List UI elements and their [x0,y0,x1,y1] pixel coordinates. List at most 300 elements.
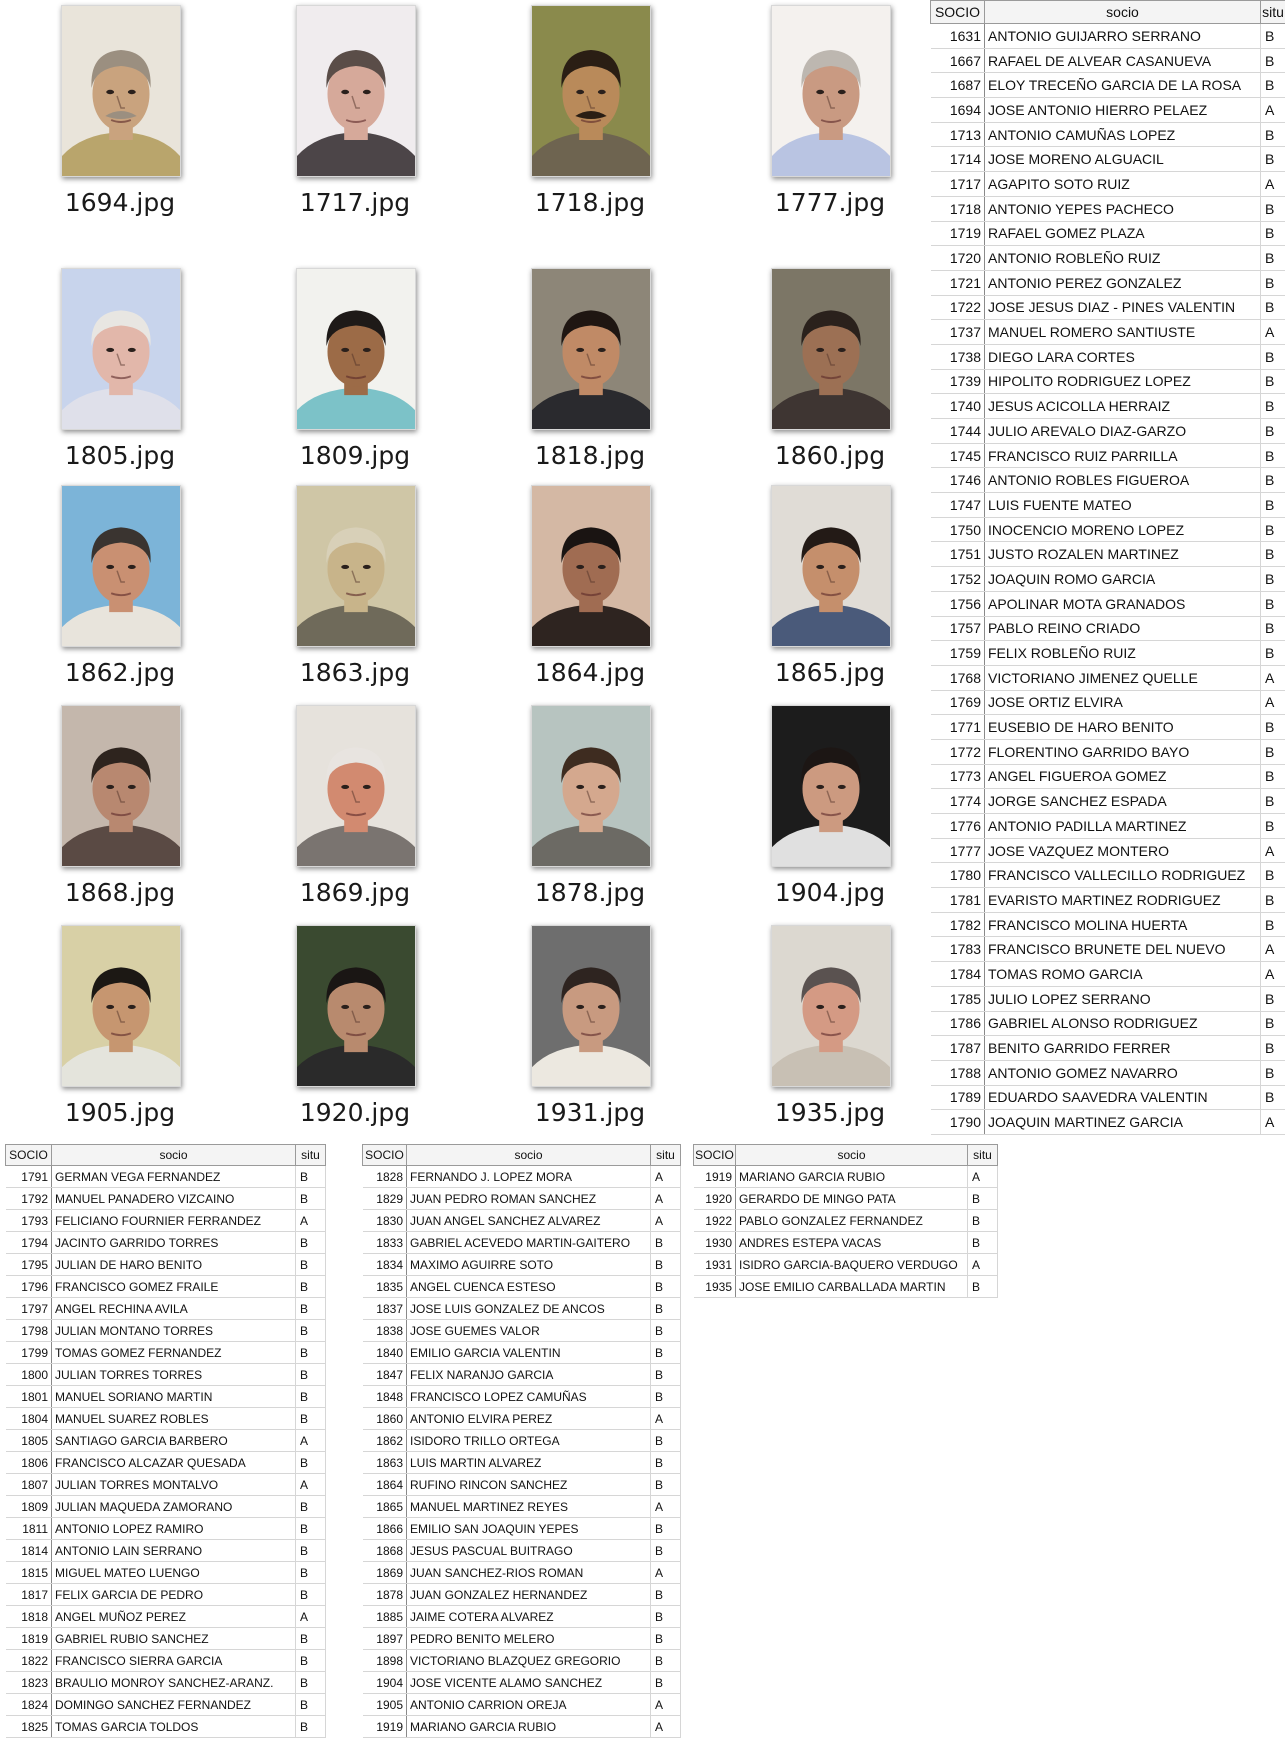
socio-name-cell: ANTONIO ELVIRA PEREZ [407,1408,651,1430]
socio-name-cell: ISIDORO TRILLO ORTEGA [407,1430,651,1452]
photo-item[interactable] [715,705,945,930]
situ-cell: B [296,1188,326,1210]
table-row [6,1694,326,1716]
socio-name-cell: ANDRES ESTEPA VACAS [736,1232,968,1254]
portrait-photo[interactable] [61,485,181,647]
table-row [694,1254,998,1276]
socio-name-cell: ANTONIO CARRION OREJA [407,1694,651,1716]
table-row [694,1232,998,1254]
photo-item[interactable] [5,268,235,493]
socio-name-cell: FRANCISCO GOMEZ FRAILE [52,1276,296,1298]
situ-cell: B [1261,715,1285,740]
portrait-image [772,706,890,866]
socio-name-cell: ANGEL CUENCA ESTESO [407,1276,651,1298]
socio-name-cell: RAFAEL DE ALVEAR CASANUEVA [985,48,1261,73]
socio-number-cell: 1752 [931,567,985,592]
table-row [363,1650,681,1672]
socio-number-cell: 1815 [6,1562,52,1584]
situ-cell: A [651,1408,681,1430]
table-row [6,1232,326,1254]
photo-filename: 1868.jpg [64,878,176,907]
portrait-photo[interactable] [771,268,891,430]
table-row [363,1474,681,1496]
portrait-photo[interactable] [531,925,651,1087]
socio-name-cell: JUAN GONZALEZ HERNANDEZ [407,1584,651,1606]
photo-filename: 1878.jpg [534,878,646,907]
table-row [931,320,1285,345]
situ-cell: A [651,1562,681,1584]
photo-item[interactable] [715,485,945,710]
situ-cell: B [1261,641,1285,666]
socio-name-cell: FELIX ROBLEÑO RUIZ [985,641,1261,666]
portrait-photo[interactable] [771,925,891,1087]
table-row [6,1210,326,1232]
portrait-image [532,706,650,866]
table-row [6,1276,326,1298]
socio-name-cell: ANTONIO PEREZ GONZALEZ [985,270,1261,295]
situ-cell: B [651,1276,681,1298]
situ-cell: A [1261,690,1285,715]
socio-name-cell: ANTONIO GOMEZ NAVARRO [985,1060,1261,1085]
table-row [931,147,1285,172]
situ-cell: A [651,1716,681,1738]
situ-cell: B [1261,912,1285,937]
table-row [363,1210,681,1232]
table-row [931,888,1285,913]
socio-number-cell: 1721 [931,270,985,295]
photo-filename: 1862.jpg [64,658,176,687]
table-row [931,641,1285,666]
portrait-photo[interactable] [296,925,416,1087]
header-socio-name: socio [407,1145,651,1166]
socio-name-cell: FELIX GARCIA DE PEDRO [52,1584,296,1606]
photo-item[interactable] [5,5,235,230]
table-row [694,1166,998,1188]
photo-filename: 1818.jpg [534,441,646,470]
table-row [363,1540,681,1562]
table-row [931,73,1285,98]
socio-number-cell: 1787 [931,1036,985,1061]
situ-cell: B [1261,1036,1285,1061]
table-row [6,1650,326,1672]
socio-number-cell: 1885 [363,1606,407,1628]
table-header-row [694,1145,998,1166]
header-socio-name: socio [736,1145,968,1166]
portrait-photo[interactable] [296,5,416,177]
socio-name-cell: JULIO LOPEZ SERRANO [985,986,1261,1011]
portrait-photo[interactable] [61,705,181,867]
situ-cell: B [651,1650,681,1672]
photo-item[interactable] [5,485,235,710]
situ-cell: B [651,1628,681,1650]
socio-name-cell: MIGUEL MATEO LUENGO [52,1562,296,1584]
socio-number-cell: 1788 [931,1060,985,1085]
situ-cell: B [651,1540,681,1562]
table-row [6,1584,326,1606]
situ-cell: B [1261,443,1285,468]
table-row [931,295,1285,320]
situ-cell: B [296,1694,326,1716]
socio-name-cell: FRANCISCO SIERRA GARCIA [52,1650,296,1672]
socio-name-cell: MANUEL SUAREZ ROBLES [52,1408,296,1430]
socio-name-cell: ISIDRO GARCIA-BAQUERO VERDUGO [736,1254,968,1276]
socio-name-cell: JESUS ACICOLLA HERRAIZ [985,394,1261,419]
socio-number-cell: 1796 [6,1276,52,1298]
situ-cell: B [296,1166,326,1188]
situ-cell: A [1261,320,1285,345]
photo-filename: 1777.jpg [774,188,886,217]
table-row [931,739,1285,764]
table-row [931,468,1285,493]
situ-cell: B [296,1650,326,1672]
portrait-photo[interactable] [61,5,181,177]
table-row [363,1672,681,1694]
photo-item[interactable] [240,268,470,493]
table-row [6,1606,326,1628]
socio-name-cell: ANGEL MUÑOZ PEREZ [52,1606,296,1628]
table-row [931,986,1285,1011]
socio-name-cell: ANTONIO PADILLA MARTINEZ [985,814,1261,839]
socio-number-cell: 1809 [6,1496,52,1518]
table-row [931,814,1285,839]
socio-number-cell: 1744 [931,419,985,444]
table-row [694,1188,998,1210]
socio-name-cell: PABLO REINO CRIADO [985,616,1261,641]
table-row [363,1452,681,1474]
socio-number-cell: 1740 [931,394,985,419]
situ-cell: B [651,1672,681,1694]
photo-filename: 1931.jpg [534,1098,646,1127]
socio-number-cell: 1780 [931,863,985,888]
socio-name-cell: JOSE ANTONIO HIERRO PELAEZ [985,98,1261,123]
socio-number-cell: 1919 [694,1166,736,1188]
table-row [931,172,1285,197]
situ-cell: B [968,1188,998,1210]
socio-number-cell: 1771 [931,715,985,740]
portrait-photo[interactable] [531,5,651,177]
socio-name-cell: FELICIANO FOURNIER FERRANDEZ [52,1210,296,1232]
socio-number-cell: 1747 [931,493,985,518]
table-row [6,1628,326,1650]
socio-name-cell: TOMAS GARCIA TOLDOS [52,1716,296,1738]
situ-cell: B [296,1496,326,1518]
header-situ: situ [296,1145,326,1166]
situ-cell: B [1261,1011,1285,1036]
situ-cell: B [296,1562,326,1584]
situ-cell: A [651,1166,681,1188]
table-row [6,1386,326,1408]
socio-number-cell: 1789 [931,1085,985,1110]
table-row [6,1188,326,1210]
photo-item[interactable] [715,925,945,1150]
socio-name-cell: APOLINAR MOTA GRANADOS [985,591,1261,616]
socio-name-cell: ANGEL RECHINA AVILA [52,1298,296,1320]
photo-filename: 1935.jpg [774,1098,886,1127]
photo-item[interactable] [240,485,470,710]
portrait-photo[interactable] [296,705,416,867]
socio-name-cell: JOSE VICENTE ALAMO SANCHEZ [407,1672,651,1694]
socio-number-cell: 1799 [6,1342,52,1364]
table-row [931,98,1285,123]
socio-number-cell: 1830 [363,1210,407,1232]
situ-cell: B [296,1364,326,1386]
situ-cell: B [1261,517,1285,542]
socio-number-cell: 1667 [931,48,985,73]
socio-number-cell: 1718 [931,196,985,221]
table-row [6,1166,326,1188]
socio-name-cell: ANGEL FIGUEROA GOMEZ [985,764,1261,789]
socio-number-cell: 1777 [931,838,985,863]
socio-number-cell: 1783 [931,937,985,962]
situ-cell: A [968,1254,998,1276]
socio-number-cell: 1694 [931,98,985,123]
portrait-photo[interactable] [61,925,181,1087]
socio-number-cell: 1824 [6,1694,52,1716]
table-row [931,542,1285,567]
table-row [363,1364,681,1386]
table-row [6,1474,326,1496]
table-row [6,1672,326,1694]
table-row [931,1085,1285,1110]
situ-cell: B [296,1386,326,1408]
socio-number-cell: 1757 [931,616,985,641]
table-row [931,493,1285,518]
socio-number-cell: 1822 [6,1650,52,1672]
table-row [363,1254,681,1276]
table-row [363,1386,681,1408]
situ-cell: B [296,1232,326,1254]
portrait-photo[interactable] [771,5,891,177]
table-row [931,1060,1285,1085]
socio-number-cell: 1751 [931,542,985,567]
photo-item[interactable] [475,5,705,230]
portrait-image [297,706,415,866]
socio-name-cell: JUSTO ROZALEN MARTINEZ [985,542,1261,567]
socio-name-cell: ANTONIO ROBLES FIGUEROA [985,468,1261,493]
situ-cell: B [1261,196,1285,221]
socio-number-cell: 1866 [363,1518,407,1540]
socio-number-cell: 1713 [931,122,985,147]
situ-cell: B [1261,739,1285,764]
socio-name-cell: FRANCISCO MOLINA HUERTA [985,912,1261,937]
table-row [6,1518,326,1540]
socio-number-cell: 1790 [931,1110,985,1135]
members-table-main [930,0,1285,1135]
situ-cell: A [651,1496,681,1518]
socio-number-cell: 1865 [363,1496,407,1518]
portrait-image [772,6,890,176]
table-row [931,270,1285,295]
photo-item[interactable] [475,268,705,493]
table-row [931,1036,1285,1061]
socio-number-cell: 1750 [931,517,985,542]
table-row [931,443,1285,468]
socio-name-cell: JULIAN MAQUEDA ZAMORANO [52,1496,296,1518]
photo-filename: 1717.jpg [299,188,411,217]
socio-name-cell: VICTORIANO JIMENEZ QUELLE [985,665,1261,690]
situ-cell: B [1261,888,1285,913]
situ-cell: B [296,1408,326,1430]
socio-name-cell: MANUEL MARTINEZ REYES [407,1496,651,1518]
header-socio-number: SOCIO [6,1145,52,1166]
table-row [363,1562,681,1584]
photo-item[interactable] [5,925,235,1150]
table-row [931,369,1285,394]
photo-item[interactable] [715,268,945,493]
socio-number-cell: 1804 [6,1408,52,1430]
table-row [931,1110,1285,1135]
situ-cell: B [968,1210,998,1232]
table-row [931,221,1285,246]
socio-name-cell: LUIS MARTIN ALVAREZ [407,1452,651,1474]
situ-cell: B [651,1254,681,1276]
situ-cell: B [651,1342,681,1364]
situ-cell: A [1261,1110,1285,1135]
socio-number-cell: 1776 [931,814,985,839]
table-row [6,1430,326,1452]
socio-number-cell: 1805 [6,1430,52,1452]
photo-item[interactable] [475,705,705,930]
members-table-bottom-2 [362,1144,681,1738]
socio-name-cell: FLORENTINO GARRIDO BAYO [985,739,1261,764]
situ-cell: B [1261,48,1285,73]
socio-name-cell: JOSE VAZQUEZ MONTERO [985,838,1261,863]
socio-number-cell: 1862 [363,1430,407,1452]
table-row [931,48,1285,73]
socio-name-cell: FELIX NARANJO GARCIA [407,1364,651,1386]
situ-cell: B [296,1716,326,1738]
situ-cell: B [296,1298,326,1320]
situ-cell: B [651,1606,681,1628]
socio-name-cell: EMILIO SAN JOAQUIN YEPES [407,1518,651,1540]
portrait-image [532,486,650,646]
socio-number-cell: 1931 [694,1254,736,1276]
photo-item[interactable] [240,925,470,1150]
socio-number-cell: 1878 [363,1584,407,1606]
socio-number-cell: 1768 [931,665,985,690]
socio-name-cell: JESUS PASCUAL BUITRAGO [407,1540,651,1562]
socio-name-cell: AGAPITO SOTO RUIZ [985,172,1261,197]
photo-filename: 1805.jpg [64,441,176,470]
situ-cell: A [1261,838,1285,863]
socio-name-cell: PABLO GONZALEZ FERNANDEZ [736,1210,968,1232]
socio-name-cell: JUAN SANCHEZ-RIOS ROMAN [407,1562,651,1584]
socio-name-cell: JAIME COTERA ALVAREZ [407,1606,651,1628]
socio-name-cell: JACINTO GARRIDO TORRES [52,1232,296,1254]
socio-number-cell: 1774 [931,789,985,814]
socio-name-cell: ANTONIO LAIN SERRANO [52,1540,296,1562]
table-row [363,1628,681,1650]
situ-cell: A [651,1694,681,1716]
table-header-row [931,1,1285,24]
table-row [931,517,1285,542]
situ-cell: A [1261,98,1285,123]
socio-number-cell: 1786 [931,1011,985,1036]
portrait-image [532,269,650,429]
table-row [931,789,1285,814]
portrait-photo[interactable] [531,268,651,430]
socio-name-cell: FRANCISCO RUIZ PARRILLA [985,443,1261,468]
table-row [931,246,1285,271]
socio-number-cell: 1837 [363,1298,407,1320]
header-socio-name: socio [985,1,1261,24]
table-row [931,838,1285,863]
socio-number-cell: 1797 [6,1298,52,1320]
socio-name-cell: GABRIEL ACEVEDO MARTIN-GAITERO [407,1232,651,1254]
socio-number-cell: 1806 [6,1452,52,1474]
socio-number-cell: 1840 [363,1342,407,1364]
portrait-image [772,486,890,646]
header-socio-number: SOCIO [363,1145,407,1166]
socio-name-cell: GABRIEL ALONSO RODRIGUEZ [985,1011,1261,1036]
socio-name-cell: JOSE JESUS DIAZ - PINES VALENTIN [985,295,1261,320]
socio-number-cell: 1801 [6,1386,52,1408]
situ-cell: B [1261,814,1285,839]
socio-name-cell: FRANCISCO BRUNETE DEL NUEVO [985,937,1261,962]
situ-cell: B [651,1474,681,1496]
header-socio-number: SOCIO [931,1,985,24]
socio-number-cell: 1714 [931,147,985,172]
situ-cell: B [1261,863,1285,888]
portrait-photo[interactable] [296,485,416,647]
photo-item[interactable] [240,5,470,230]
portrait-photo[interactable] [771,485,891,647]
socio-number-cell: 1922 [694,1210,736,1232]
portrait-photo[interactable] [771,705,891,867]
socio-number-cell: 1792 [6,1188,52,1210]
socio-number-cell: 1835 [363,1276,407,1298]
photo-item[interactable] [240,705,470,930]
table-row [6,1254,326,1276]
situ-cell: B [1261,295,1285,320]
photo-gallery [0,0,930,1135]
table-row [6,1562,326,1584]
socio-number-cell: 1738 [931,344,985,369]
socio-name-cell: DIEGO LARA CORTES [985,344,1261,369]
socio-name-cell: MANUEL PANADERO VIZCAINO [52,1188,296,1210]
socio-name-cell: ANTONIO LOPEZ RAMIRO [52,1518,296,1540]
socio-number-cell: 1838 [363,1320,407,1342]
situ-cell: B [296,1320,326,1342]
socio-number-cell: 1782 [931,912,985,937]
socio-number-cell: 1772 [931,739,985,764]
header-socio-name: socio [52,1145,296,1166]
situ-cell: B [296,1452,326,1474]
socio-name-cell: MANUEL ROMERO SANTIUSTE [985,320,1261,345]
members-table-bottom-3 [693,1144,998,1298]
portrait-photo[interactable] [531,485,651,647]
table-row [363,1716,681,1738]
photo-item[interactable] [5,705,235,930]
socio-number-cell: 1737 [931,320,985,345]
situ-cell: B [296,1672,326,1694]
photo-item[interactable] [475,925,705,1150]
table-row [6,1540,326,1562]
table-row [363,1298,681,1320]
socio-name-cell: JULIAN TORRES TORRES [52,1364,296,1386]
photo-item[interactable] [715,5,945,230]
table-header-row [6,1145,326,1166]
portrait-image [62,706,180,866]
portrait-photo[interactable] [296,268,416,430]
photo-item[interactable] [475,485,705,710]
header-situ: situ [1261,1,1285,24]
photo-filename: 1920.jpg [299,1098,411,1127]
table-row [6,1496,326,1518]
portrait-photo[interactable] [61,268,181,430]
portrait-photo[interactable] [531,705,651,867]
socio-name-cell: GERMAN VEGA FERNANDEZ [52,1166,296,1188]
